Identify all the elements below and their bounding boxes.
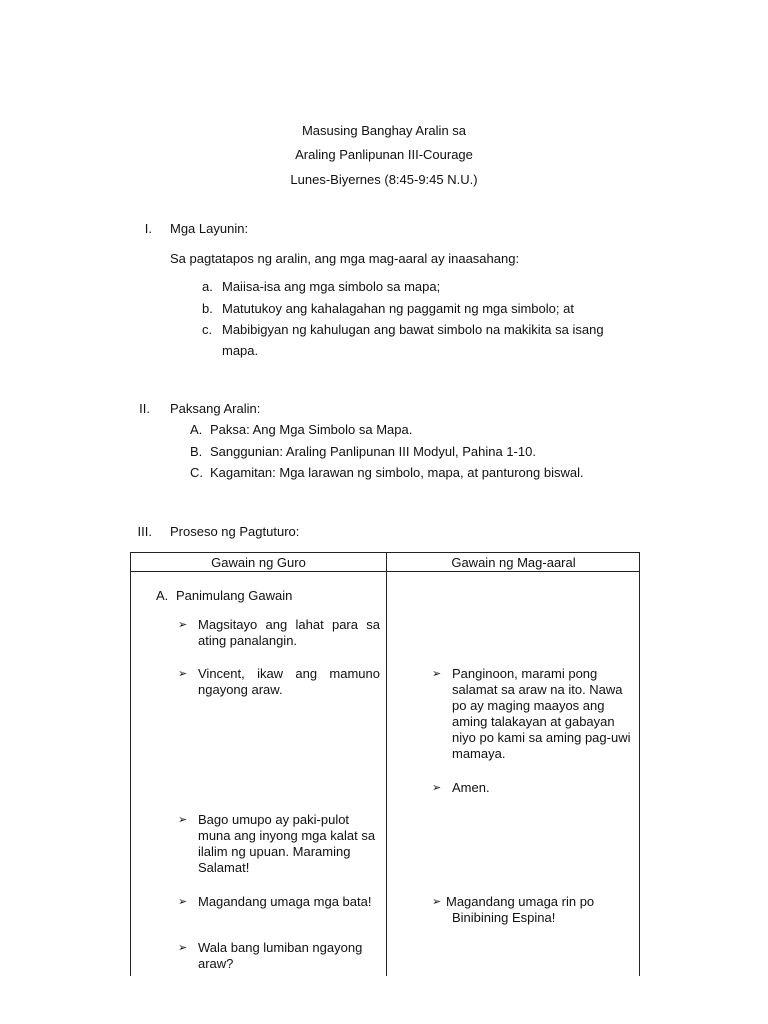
topic-marker: C.: [190, 465, 203, 480]
guro-bullet-line: araw?: [198, 956, 234, 971]
arrow-bullet-icon: ➢: [432, 782, 442, 794]
mag-aaral-bullet-line: Binibining Espina!: [452, 910, 556, 925]
mag-aaral-bullet-line: salamat sa araw na ito. Nawa: [452, 682, 623, 697]
guro-bullet-line: muna ang inyong mga kalat sa: [198, 828, 376, 843]
title-line-3: Lunes-Biyernes (8:45-9:45 N.U.): [290, 172, 478, 187]
guro-bullet-line: ngayong araw.: [198, 682, 283, 697]
guro-bullet-line: Bago umupo ay paki-pulot: [198, 812, 350, 827]
section-2-number: II.: [139, 401, 150, 416]
arrow-bullet-icon: ➢: [178, 619, 188, 631]
topic-text: Kagamitan: Mga larawan ng simbolo, mapa, at panturong biswal.: [210, 465, 584, 480]
guro-bullet-line: Wala bang lumiban ngayong: [198, 940, 363, 955]
objective-text-continued: mapa.: [222, 343, 259, 358]
section-3-title: Proseso ng Pagtuturo:: [170, 524, 300, 539]
guro-bullet-line: ating panalangin.: [198, 633, 298, 648]
guro-bullet-line: Magsitayo ang lahat para sa: [198, 617, 380, 632]
guro-bullet-line: Vincent, ikaw ang mamuno: [198, 666, 380, 681]
objective-marker: b.: [202, 301, 213, 316]
arrow-bullet-icon: ➢: [178, 668, 188, 680]
mag-aaral-bullet-line: Panginoon, marami pong: [452, 666, 598, 681]
guro-bullet-line: Magandang umaga mga bata!: [198, 894, 372, 909]
topic-marker: A.: [190, 422, 203, 437]
arrow-bullet-icon: ➢: [432, 896, 442, 908]
title-line-2: Araling Panlipunan III-Courage: [295, 147, 473, 162]
mag-aaral-bullet-line: Magandang umaga rin po: [446, 894, 595, 909]
arrow-bullet-icon: ➢: [432, 668, 442, 680]
guro-bullet-line: ilalim ng upuan. Maraming: [198, 844, 351, 859]
objective-text: Matutukoy ang kahalagahan ng paggamit ng mga simbolo; at: [222, 301, 574, 316]
topic-text: Paksa: Ang Mga Simbolo sa Mapa.: [210, 422, 413, 437]
guro-bullet-line: Salamat!: [198, 860, 250, 875]
section-1-intro: Sa pagtatapos ng aralin, ang mga mag-aaral ay inaasahang:: [170, 251, 520, 266]
column-header-guro: Gawain ng Guro: [211, 555, 306, 570]
subsection-title: Panimulang Gawain: [176, 588, 293, 603]
section-3-number: III.: [137, 524, 152, 539]
section-1-number: I.: [144, 221, 152, 236]
arrow-bullet-icon: ➢: [178, 942, 188, 954]
arrow-bullet-icon: ➢: [178, 896, 188, 908]
title-line-1: Masusing Banghay Aralin sa: [301, 123, 467, 138]
mag-aaral-bullet-line: aming talakayan at gabayan: [452, 714, 615, 729]
objective-marker: a.: [202, 279, 213, 294]
section-1-title: Mga Layunin:: [170, 221, 249, 236]
arrow-bullet-icon: ➢: [178, 814, 188, 826]
column-header-mag-aaral: Gawain ng Mag-aaral: [451, 555, 576, 570]
mag-aaral-bullet-line: Amen.: [452, 780, 490, 795]
objective-text: Mabibigyan ng kahulugan ang bawat simbolo na makikita sa isang: [222, 322, 604, 337]
mag-aaral-bullet-line: mamaya.: [452, 746, 506, 761]
mag-aaral-bullet-line: niyo po kami sa aming pag-uwi: [452, 730, 631, 745]
objective-text: Maiisa-isa ang mga simbolo sa mapa;: [222, 279, 441, 294]
lesson-process-table: [130, 552, 640, 976]
topic-text: Sanggunian: Araling Panlipunan III Modyul, Pahina 1-10.: [210, 444, 536, 459]
section-2-title: Paksang Aralin:: [170, 401, 261, 416]
column-divider: [386, 553, 387, 976]
mag-aaral-bullet-line: po ay maging maayos ang: [452, 698, 605, 713]
topic-marker: B.: [190, 444, 203, 459]
subsection-marker: A.: [156, 588, 169, 603]
objective-marker: c.: [202, 322, 213, 337]
header-divider: [131, 571, 639, 572]
